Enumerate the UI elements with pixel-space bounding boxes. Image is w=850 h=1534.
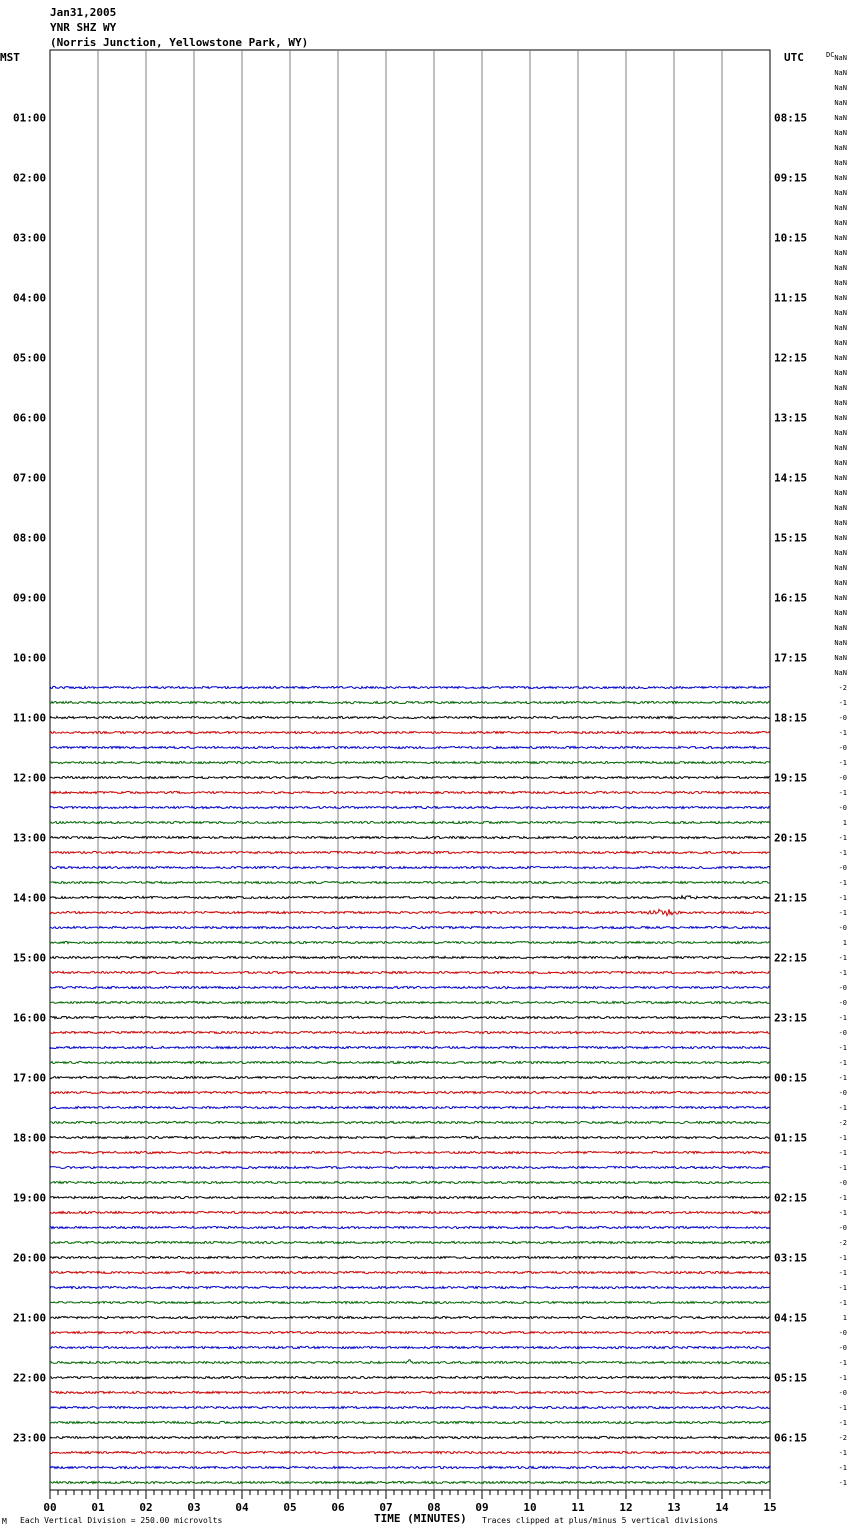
dc-offset: NaN [834, 339, 847, 347]
utc-hour-label: 23:15 [774, 1011, 808, 1025]
dc-offset: NaN [834, 369, 847, 377]
mst-hour-label: 23:00 [13, 1431, 47, 1445]
utc-hour-label: 09:15 [774, 171, 808, 185]
mst-hour-label: 21:00 [13, 1311, 47, 1325]
utc-hour-label: 03:15 [774, 1251, 808, 1265]
dc-offset: -1 [838, 1134, 847, 1142]
mst-hour-label: 10:00 [13, 651, 47, 665]
mst-hour-label: 11:00 [13, 711, 47, 725]
header-date: Jan31,2005 [50, 6, 117, 19]
dc-offset: -1 [838, 1479, 847, 1487]
dc-offset: -1 [838, 759, 847, 767]
trace-line [50, 1181, 770, 1183]
dc-offset: NaN [834, 249, 847, 257]
dc-offset: NaN [834, 399, 847, 407]
x-tick-label: 04 [235, 1501, 249, 1514]
x-axis-label: TIME (MINUTES) [374, 1512, 467, 1525]
footer-corner: M [2, 1517, 7, 1526]
dc-offset: -1 [838, 1044, 847, 1052]
trace-line [50, 956, 770, 958]
dc-offset: -1 [838, 1299, 847, 1307]
dc-offset: NaN [834, 609, 847, 617]
dc-offset: NaN [834, 624, 847, 632]
dc-offset: -0 [838, 1329, 847, 1337]
trace-line [50, 1421, 770, 1423]
utc-hour-label: 04:15 [774, 1311, 808, 1325]
dc-offset: NaN [834, 489, 847, 497]
trace-line [50, 1031, 770, 1033]
dc-offset: -0 [838, 999, 847, 1007]
dc-offset: -1 [838, 1194, 847, 1202]
utc-hour-label: 10:15 [774, 231, 808, 245]
dc-offset: NaN [834, 639, 847, 647]
trace-line [50, 1301, 770, 1303]
dc-offset: NaN [834, 669, 847, 677]
dc-offset: -0 [838, 864, 847, 872]
dc-offset: NaN [834, 549, 847, 557]
trace-line [50, 701, 770, 703]
dc-offset: -1 [838, 1269, 847, 1277]
trace-line [50, 1376, 770, 1378]
mst-hour-label: 09:00 [13, 591, 47, 605]
x-tick-label: 05 [283, 1501, 297, 1514]
x-tick-label: 01 [91, 1501, 105, 1514]
trace-line [50, 1016, 770, 1018]
dc-offset: -1 [838, 1449, 847, 1457]
dc-offset: NaN [834, 474, 847, 482]
dc-offset: NaN [834, 564, 847, 572]
utc-hour-label: 13:15 [774, 411, 808, 425]
utc-hour-label: 19:15 [774, 771, 808, 785]
trace-line [50, 1360, 770, 1364]
trace-line [50, 1046, 770, 1048]
header-station: YNR SHZ WY [50, 21, 117, 34]
dc-offset: -2 [838, 1119, 847, 1127]
dc-offset: -0 [838, 1029, 847, 1037]
utc-hour-label: 02:15 [774, 1191, 808, 1205]
dc-offset-labels [834, 54, 847, 1487]
mst-hour-label: 03:00 [13, 231, 47, 245]
trace-line [50, 761, 770, 763]
x-tick-label: 06 [331, 1501, 345, 1514]
utc-hour-labels [774, 112, 807, 1445]
mst-hour-label: 20:00 [13, 1251, 47, 1265]
trace-line [50, 1481, 770, 1483]
dc-offset: -1 [838, 849, 847, 857]
dc-offset: -1 [838, 894, 847, 902]
x-tick-label: 15 [763, 1501, 777, 1514]
dc-offset: -1 [838, 729, 847, 737]
dc-offset: NaN [834, 159, 847, 167]
trace-line [50, 1121, 770, 1123]
dc-offset: -2 [838, 1239, 847, 1247]
dc-offset: -1 [838, 1404, 847, 1412]
dc-offset: NaN [834, 279, 847, 287]
dc-offset: -0 [838, 1389, 847, 1397]
dc-offset: 1 [842, 939, 847, 947]
dc-offset: NaN [834, 234, 847, 242]
dc-offset: NaN [834, 189, 847, 197]
mst-hour-label: 18:00 [13, 1131, 47, 1145]
mst-hour-label: 05:00 [13, 351, 47, 365]
header-location: (Norris Junction, Yellowstone Park, WY) [50, 36, 309, 49]
dc-offset: -1 [838, 1149, 847, 1157]
dc-offset: NaN [834, 354, 847, 362]
dc-offset: -0 [838, 1089, 847, 1097]
trace-line [50, 1436, 770, 1438]
right-axis-title: UTC [784, 51, 804, 64]
dc-offset: NaN [834, 204, 847, 212]
dc-offset: -1 [838, 1164, 847, 1172]
trace-line [50, 1391, 770, 1393]
dc-offset: -2 [838, 1434, 847, 1442]
trace-line [50, 866, 770, 868]
mst-hour-label: 16:00 [13, 1011, 47, 1025]
dc-offset: NaN [834, 84, 847, 92]
dc-offset: NaN [834, 324, 847, 332]
dc-offset: NaN [834, 174, 847, 182]
dc-offset: -0 [838, 924, 847, 932]
dc-offset: -1 [838, 1254, 847, 1262]
dc-offset: NaN [834, 144, 847, 152]
mst-hour-label: 15:00 [13, 951, 47, 965]
utc-hour-label: 05:15 [774, 1371, 808, 1385]
trace-line [50, 821, 770, 823]
trace-line [50, 1331, 770, 1333]
dc-offset: NaN [834, 129, 847, 137]
trace-line [50, 1196, 770, 1198]
x-tick-label: 11 [571, 1501, 585, 1514]
trace-line [50, 746, 770, 748]
mst-hour-label: 07:00 [13, 471, 47, 485]
x-axis [43, 1490, 776, 1514]
dc-offset: NaN [834, 69, 847, 77]
x-tick-label: 03 [187, 1501, 201, 1514]
dc-offset: NaN [834, 654, 847, 662]
trace-line [50, 926, 770, 928]
trace-line [50, 806, 770, 808]
dc-offset: 1 [842, 1314, 847, 1322]
dc-offset: -1 [838, 954, 847, 962]
dc-offset: -1 [838, 1359, 847, 1367]
utc-hour-label: 06:15 [774, 1431, 808, 1445]
trace-line [50, 1406, 770, 1408]
dc-offset: -1 [838, 879, 847, 887]
mst-hour-label: 14:00 [13, 891, 47, 905]
seismic-traces [50, 686, 770, 1483]
dc-offset: -1 [838, 1209, 847, 1217]
trace-line [50, 686, 770, 688]
dc-offset: -1 [838, 699, 847, 707]
x-tick-label: 02 [139, 1501, 153, 1514]
utc-hour-label: 14:15 [774, 471, 808, 485]
dc-offset: NaN [834, 99, 847, 107]
mst-hour-label: 02:00 [13, 171, 47, 185]
mst-hour-label: 04:00 [13, 291, 47, 305]
trace-line [50, 1256, 770, 1258]
trace-line [50, 731, 770, 733]
x-tick-label: 10 [523, 1501, 537, 1514]
trace-line [50, 909, 770, 915]
x-tick-label: 12 [619, 1501, 633, 1514]
dc-offset: NaN [834, 444, 847, 452]
left-axis-title: MST [0, 51, 20, 64]
trace-line [50, 1346, 770, 1348]
dc-offset: -1 [838, 1284, 847, 1292]
dc-offset: -1 [838, 1074, 847, 1082]
mst-hour-label: 12:00 [13, 771, 47, 785]
trace-line [50, 971, 770, 973]
utc-hour-label: 08:15 [774, 111, 808, 125]
trace-line [50, 1211, 770, 1213]
x-tick-label: 09 [475, 1501, 489, 1514]
trace-line [50, 851, 770, 853]
utc-hour-label: 12:15 [774, 351, 808, 365]
trace-line [50, 1166, 770, 1168]
dc-offset: NaN [834, 309, 847, 317]
dc-offset: NaN [834, 534, 847, 542]
dc-offset: -1 [838, 1059, 847, 1067]
dc-offset: -0 [838, 1179, 847, 1187]
utc-hour-label: 21:15 [774, 891, 808, 905]
trace-line [50, 1451, 770, 1453]
trace-line [50, 1076, 770, 1078]
dc-offset: NaN [834, 519, 847, 527]
dc-offset: -1 [838, 1374, 847, 1382]
trace-line [50, 1286, 770, 1288]
trace-line [50, 716, 770, 718]
dc-offset: NaN [834, 459, 847, 467]
mst-hour-label: 13:00 [13, 831, 47, 845]
dc-offset: -0 [838, 714, 847, 722]
dc-offset: -1 [838, 969, 847, 977]
mst-hour-label: 01:00 [13, 111, 47, 125]
trace-line [50, 836, 770, 838]
trace-line [50, 776, 770, 778]
mst-hour-label: 22:00 [13, 1371, 47, 1385]
dc-offset: -1 [838, 1419, 847, 1427]
dc-offset: NaN [834, 579, 847, 587]
utc-hour-label: 15:15 [774, 531, 808, 545]
trace-line [50, 941, 770, 943]
dc-offset: -0 [838, 804, 847, 812]
trace-line [50, 896, 770, 899]
utc-hour-label: 17:15 [774, 651, 808, 665]
dc-offset: -0 [838, 1344, 847, 1352]
dc-offset: -2 [838, 684, 847, 692]
dc-offset: NaN [834, 429, 847, 437]
utc-hour-label: 11:15 [774, 291, 808, 305]
mst-hour-labels [13, 112, 46, 1445]
trace-line [50, 1151, 770, 1153]
dc-header: DC [826, 51, 835, 59]
trace-line [50, 1091, 770, 1093]
dc-offset: -1 [838, 1464, 847, 1472]
trace-line [50, 1001, 770, 1003]
x-tick-label: 08 [427, 1501, 441, 1514]
trace-line [50, 1226, 770, 1228]
scale-note: Each Vertical Division = 250.00 microvolts [20, 1516, 223, 1525]
dc-offset: NaN [834, 504, 847, 512]
x-tick-label: 13 [667, 1501, 681, 1514]
mst-hour-label: 19:00 [13, 1191, 47, 1205]
dc-offset: -1 [838, 1014, 847, 1022]
trace-line [50, 986, 770, 988]
mst-hour-label: 08:00 [13, 531, 47, 545]
dc-offset: NaN [834, 219, 847, 227]
dc-offset: -1 [838, 909, 847, 917]
dc-offset: NaN [834, 114, 847, 122]
utc-hour-label: 01:15 [774, 1131, 808, 1145]
dc-offset: -0 [838, 984, 847, 992]
utc-hour-label: 00:15 [774, 1071, 808, 1085]
trace-line [50, 1106, 770, 1108]
utc-hour-label: 20:15 [774, 831, 808, 845]
trace-line [50, 1316, 770, 1318]
x-tick-label: 00 [43, 1501, 57, 1514]
trace-line [50, 791, 770, 793]
x-tick-label: 14 [715, 1501, 729, 1514]
utc-hour-label: 18:15 [774, 711, 808, 725]
mst-hour-label: 17:00 [13, 1071, 47, 1085]
trace-line [50, 1241, 770, 1243]
x-tick-label: 07 [379, 1501, 393, 1514]
dc-offset: -0 [838, 1224, 847, 1232]
chart-footer [2, 1512, 718, 1526]
dc-offset: NaN [834, 594, 847, 602]
chart-header [0, 6, 834, 64]
dc-offset: NaN [834, 54, 847, 62]
dc-offset: -0 [838, 744, 847, 752]
utc-hour-label: 22:15 [774, 951, 808, 965]
dc-offset: -1 [838, 789, 847, 797]
trace-line [50, 1136, 770, 1138]
dc-offset: NaN [834, 414, 847, 422]
mst-hour-label: 06:00 [13, 411, 47, 425]
trace-line [50, 1061, 770, 1063]
clip-note: Traces clipped at plus/minus 5 vertical divisions [482, 1516, 719, 1525]
trace-line [50, 881, 770, 883]
dc-offset: NaN [834, 294, 847, 302]
trace-line [50, 1466, 770, 1468]
dc-offset: -1 [838, 1104, 847, 1112]
utc-hour-label: 16:15 [774, 591, 808, 605]
dc-offset: 1 [842, 819, 847, 827]
dc-offset: NaN [834, 384, 847, 392]
dc-offset: -0 [838, 774, 847, 782]
dc-offset: -1 [838, 834, 847, 842]
trace-line [50, 1271, 770, 1273]
dc-offset: NaN [834, 264, 847, 272]
